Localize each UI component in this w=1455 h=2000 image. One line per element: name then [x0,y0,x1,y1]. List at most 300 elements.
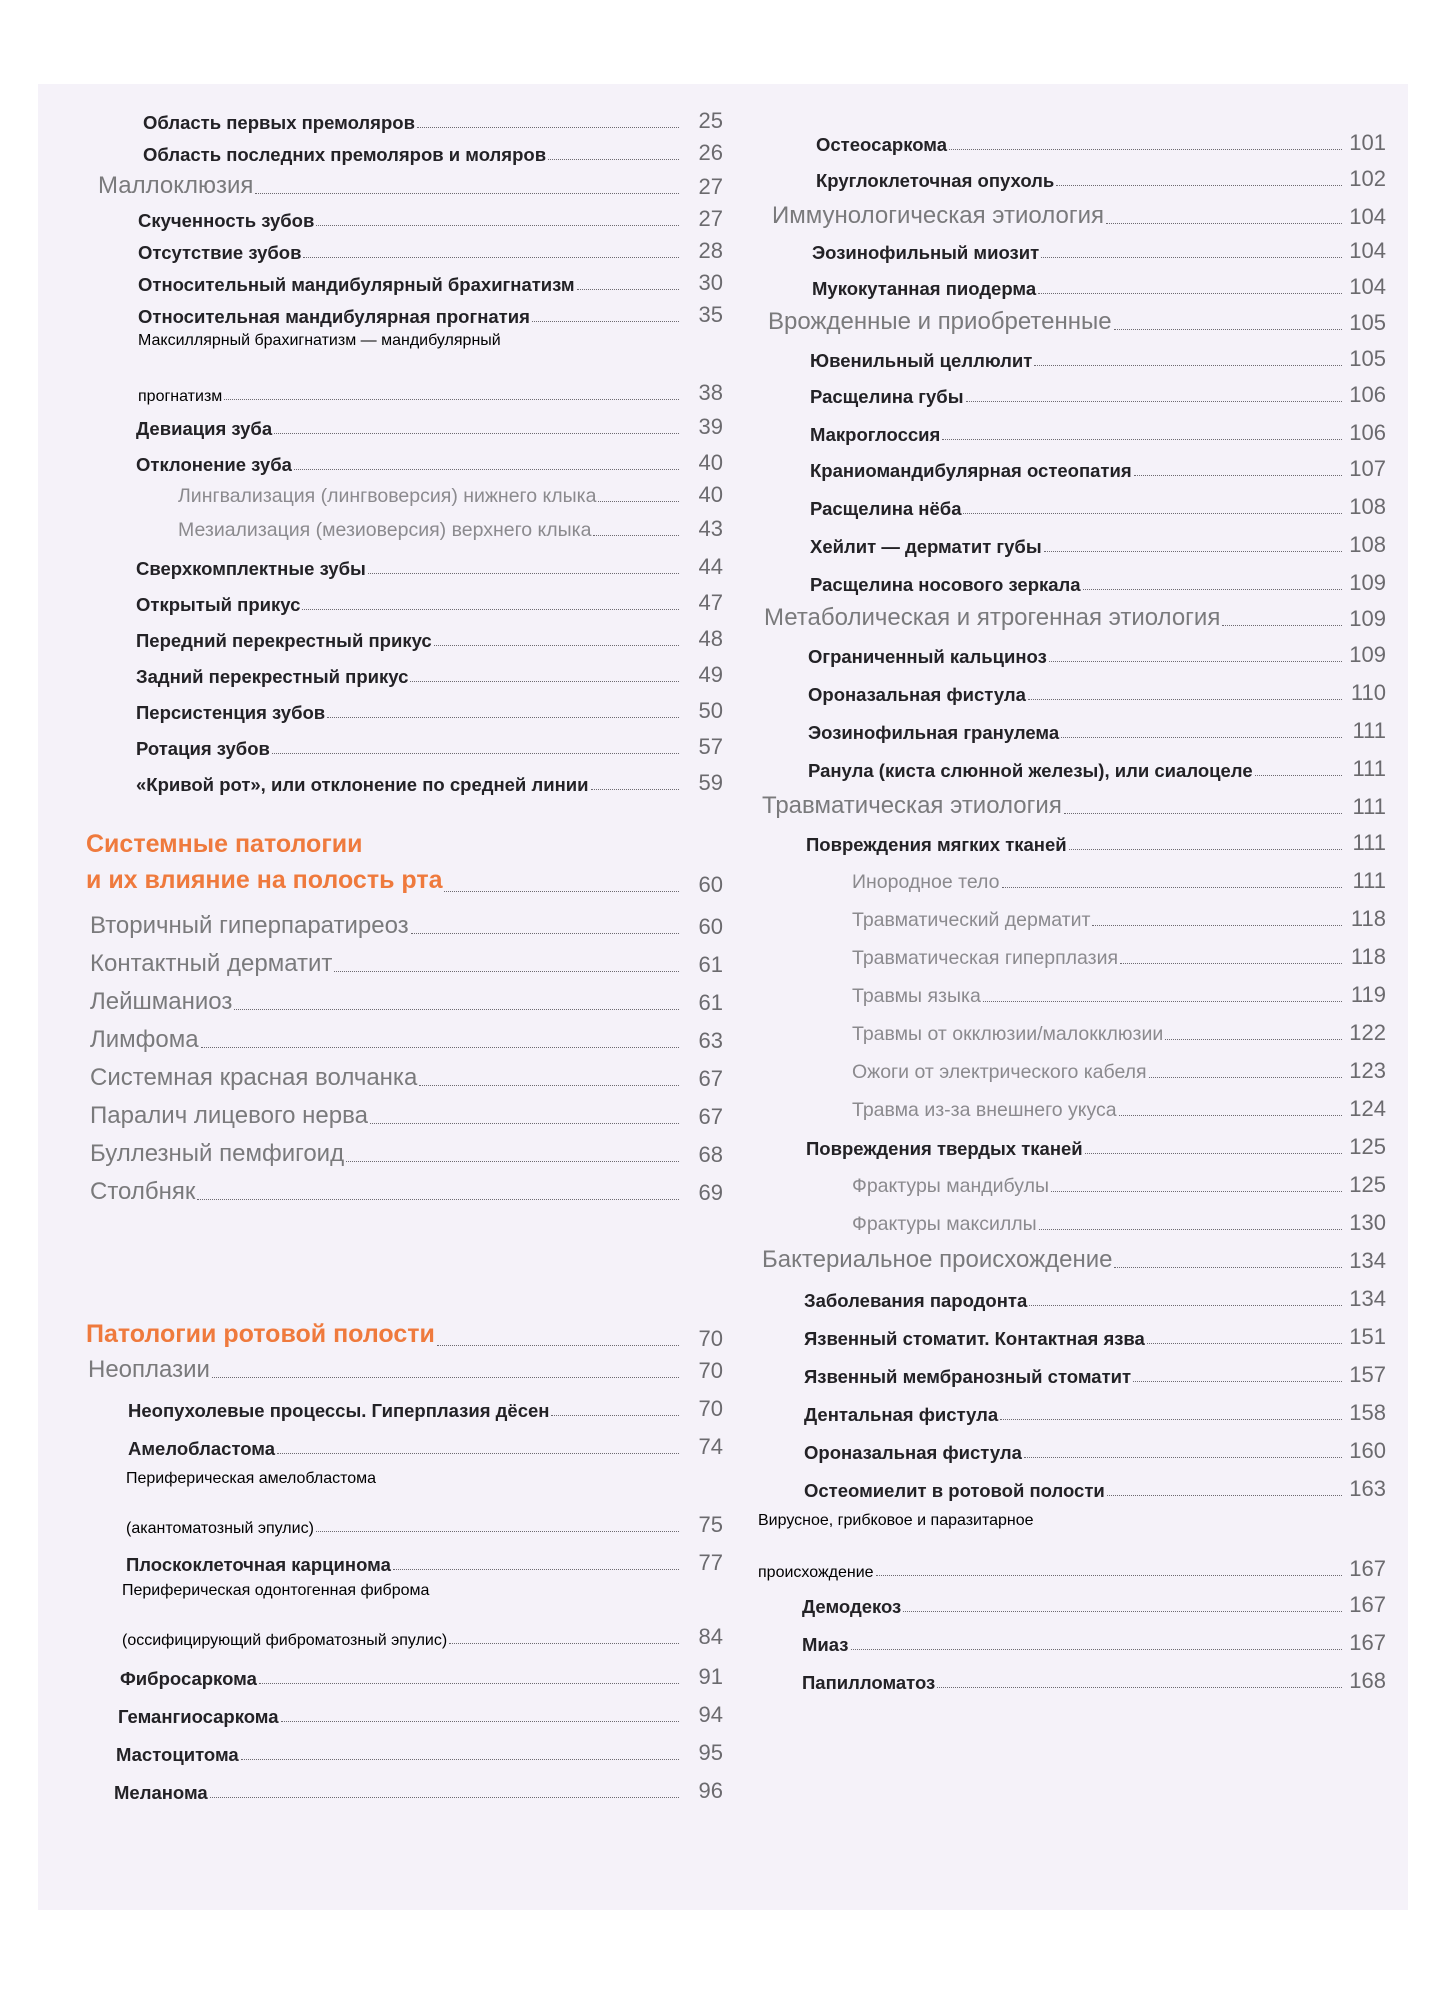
leader-dots [316,1531,679,1532]
leader-dots [949,149,1342,150]
toc-entry-title: Патологии ротовой полости [86,1320,435,1348]
leader-dots [241,1759,679,1760]
toc-page-number: 35 [698,302,723,327]
leader-dots [410,681,679,682]
toc-entry [758,1512,1386,1582]
leader-dots [1056,185,1342,186]
toc-page-number: 77 [698,1550,723,1575]
toc-entry-title: Остеомиелит в ротовой полости [804,1480,1105,1501]
toc-page-number: 111 [1352,794,1386,819]
leader-dots [277,1453,679,1454]
leader-dots [1061,737,1342,738]
toc-page-number: 122 [1349,1020,1386,1045]
toc-page-number: 125 [1349,1172,1386,1197]
toc-entry [852,864,1386,894]
leader-dots [294,469,679,470]
leader-dots [334,971,679,972]
toc-entry [136,446,723,476]
leader-dots [1083,589,1342,590]
leader-dots [272,753,679,754]
leader-dots [1119,1115,1342,1116]
toc-entry [136,410,723,440]
leader-dots [234,1009,679,1010]
toc-entry [764,598,1386,632]
toc-page-number: 74 [698,1434,723,1459]
toc-page-number: 68 [698,1142,723,1167]
toc-page-number: 111 [1352,868,1386,893]
leader-dots [1034,365,1342,366]
toc-page-number: 167 [1349,1592,1386,1617]
toc-entry [808,714,1386,744]
toc-entry-title: Системная красная волчанка [90,1064,418,1091]
toc-page-number: 27 [698,174,723,199]
toc-entry-title: Заболевания пародонта [804,1290,1028,1311]
leader-dots [1041,257,1342,258]
toc-entry [126,1470,723,1538]
leader-dots [598,501,679,502]
toc-entry-title: Сверхкомплектные зубы [136,558,366,579]
toc-page-number: 111 [1352,756,1386,781]
toc-page-number: 30 [698,270,723,295]
toc-entry [804,1472,1386,1502]
toc-page-number: 157 [1349,1362,1386,1387]
toc-entry-title: Ювенильный целлюлит [810,350,1033,371]
toc-entry-title: Контактный дерматит [90,950,333,977]
toc-page-number: 109 [1349,606,1386,631]
toc-entry [143,104,723,134]
leader-dots [1165,1039,1342,1040]
toc-entry-title: Язвенный стоматит. Контактная язва [804,1328,1145,1349]
leader-dots [255,193,679,194]
toc-entry [138,202,723,232]
toc-page-number: 47 [698,590,723,615]
toc-entry [816,162,1386,192]
toc-entry-title: Инородное тело [852,871,1000,893]
toc-entry-title: Круглоклеточная опухоль [816,170,1055,191]
toc-page-number: 109 [1349,570,1386,595]
leader-dots [370,1123,679,1124]
leader-dots [577,289,679,290]
toc-page-number: 61 [698,952,723,977]
toc-page-number: 94 [698,1702,723,1727]
toc-entry-title: Расщелина носового зеркала [810,574,1081,595]
toc-entry-title: Папилломатоз [802,1672,936,1693]
toc-entry-title: Мезиализация (мезиоверсия) верхнего клыка [178,519,592,541]
toc-entry [812,234,1386,264]
toc-page-number: 106 [1349,420,1386,445]
toc-entry-title: Лейшманиоз [90,988,233,1015]
toc-entry [138,332,723,406]
leader-dots [1147,1343,1342,1344]
leader-dots [1133,1381,1342,1382]
toc-entry [128,1430,723,1460]
toc-entry [810,416,1386,446]
toc-entry [810,528,1386,558]
toc-page-number: 134 [1349,1248,1386,1273]
toc-entry [90,906,723,940]
toc-entry [808,638,1386,668]
toc-entry [136,550,723,580]
toc-page-number: 28 [698,238,723,263]
toc-entry [114,1774,723,1804]
toc-entry-title: Повреждения мягких тканей [806,834,1067,855]
toc-entry [120,1660,723,1690]
toc-entry-title: Девиация зуба [136,418,273,439]
toc-page-number: 40 [698,450,723,475]
toc-entry-title: Плоскоклеточная карцинома [126,1554,391,1575]
toc-entry [852,1054,1386,1084]
toc-entry [762,1240,1386,1274]
toc-entry-title: Область первых премоляров [143,112,415,133]
toc-page-number: 151 [1349,1324,1386,1349]
toc-entry-title: Демодекоз [802,1596,902,1617]
toc-entry-title: Максиллярный брахигнатизм — мандибулярный прогнатизм [138,332,501,405]
toc-entry-title: Хейлит — дерматит губы [810,536,1042,557]
leader-dots [876,1575,1342,1576]
toc-entry-title: Мукокутанная пиодерма [812,278,1037,299]
leader-dots [1106,223,1342,224]
toc-entry-title: Столбняк [90,1178,196,1205]
toc-entry-title: Бактериальное происхождение [762,1246,1113,1273]
toc-entry [143,136,723,166]
toc-entry-title: Амелобластома [128,1438,276,1459]
toc-entry [852,1092,1386,1122]
toc-page-number: 167 [1349,1556,1386,1581]
toc-entry [810,490,1386,520]
toc-page-number: 96 [698,1778,723,1803]
toc-entry-title: Гемангиосаркома [118,1706,279,1727]
leader-dots [903,1611,1342,1612]
toc-entry [136,766,723,796]
leader-dots [368,573,679,574]
toc-page-number: 108 [1349,494,1386,519]
toc-entry [90,982,723,1016]
toc-page-number: 158 [1349,1400,1386,1425]
toc-entry [116,1736,723,1766]
toc-entry-title: Ожоги от электрического кабеля [852,1061,1147,1083]
toc-page-number: 107 [1349,456,1386,481]
toc-entry-title: Неопухолевые процессы. Гиперплазия дёсен [128,1400,550,1421]
toc-entry-title: Фрактуры максиллы [852,1213,1037,1235]
book-page [38,84,1408,1910]
toc-page-number: 106 [1349,382,1386,407]
toc-section-heading [86,822,723,898]
toc-entry-title: Относительный мандибулярный брахигнатизм [138,274,575,295]
leader-dots [1114,1267,1342,1268]
leader-dots [937,1687,1342,1688]
leader-dots [966,401,1342,402]
toc-page-number: 110 [1350,680,1386,705]
toc-entry-title: Задний перекрестный прикус [136,666,409,687]
toc-page-number: 26 [698,140,723,165]
leader-dots [1222,625,1342,626]
leader-dots [281,1721,679,1722]
leader-dots [1107,1495,1342,1496]
toc-entry [804,1434,1386,1464]
toc-entry-title: Расщелина нёба [810,498,962,519]
leader-dots [417,127,679,128]
leader-dots [197,1199,679,1200]
toc-page-number: 70 [698,1396,723,1421]
toc-entry-title: Миаз [802,1634,849,1655]
toc-entry [808,676,1386,706]
leader-dots [1038,293,1342,294]
toc-entry-title: Скученность зубов [138,210,315,231]
toc-entry-title: Системные патологии и их влияние на полость рта [86,830,443,894]
toc-entry-title: Относительная мандибулярная прогнатия [138,306,530,327]
toc-entry-title: Периферическая амелобластома (акантоматозный эпулис) [126,1470,377,1537]
toc-entry-title: Травмы языка [852,985,981,1007]
toc-entry-title: Ранула (киста слюнной железы), или сиалоцеле [808,760,1253,781]
leader-dots [1149,1077,1342,1078]
leader-dots [1134,475,1342,476]
toc-page-number: 25 [698,108,723,133]
toc-page-number: 105 [1349,310,1386,335]
toc-page-number: 102 [1349,166,1386,191]
leader-dots [316,225,679,226]
leader-dots [593,535,679,536]
toc-entry [810,452,1386,482]
toc-page-number: 39 [698,414,723,439]
toc-page-number: 67 [698,1104,723,1129]
toc-page-number: 125 [1349,1134,1386,1159]
toc-page-number: 119 [1350,982,1386,1007]
toc-entry [810,566,1386,596]
leader-dots [963,513,1342,514]
toc-entry-title: Область последних премоляров и моляров [143,144,547,165]
toc-page-number: 38 [698,380,723,405]
toc-entry [806,826,1386,856]
toc-entry-title: Травма из-за внешнего укуса [852,1099,1117,1121]
toc-entry [852,1206,1386,1236]
leader-dots [224,399,679,400]
toc-entry [138,298,723,328]
toc-entry [852,1168,1386,1198]
toc-entry-title: Фибросаркома [120,1668,257,1689]
toc-entry [90,944,723,978]
toc-page-number: 60 [698,872,723,897]
leader-dots [1051,1191,1342,1192]
leader-dots [1049,661,1342,662]
leader-dots [411,933,679,934]
toc-page-number: 124 [1349,1096,1386,1121]
toc-page-number: 104 [1349,204,1386,229]
toc-entry-title: Травматический дерматит [852,909,1091,931]
toc-entry [808,752,1386,782]
toc-entry-title: Травмы от окклюзии/малокклюзии [852,1023,1164,1045]
toc-entry [802,1588,1386,1618]
toc-entry-title: Отсутствие зубов [138,242,302,263]
toc-entry-title: Паралич лицевого нерва [90,1102,368,1129]
leader-dots [1002,887,1343,888]
leader-dots [1000,1419,1342,1420]
leader-dots [274,433,679,434]
toc-entry-title: Краниомандибулярная остеопатия [810,460,1132,481]
leader-dots [303,257,679,258]
toc-entry-title: Мастоцитома [116,1744,239,1765]
toc-entry [136,622,723,652]
toc-page-number: 40 [698,482,723,507]
toc-entry [804,1396,1386,1426]
toc-entry-title: Неоплазии [88,1356,210,1383]
toc-entry [852,940,1386,970]
toc-page-number: 75 [698,1512,723,1537]
toc-page-number: 118 [1350,944,1386,969]
toc-entry [852,978,1386,1008]
toc-entry [852,1016,1386,1046]
toc-entry-title: Врожденные и приобретенные [768,308,1112,335]
leader-dots [1044,551,1342,552]
toc-entry [138,234,723,264]
toc-entry-title: Вторичный гиперпаратиреоз [90,912,409,939]
leader-dots [983,1001,1342,1002]
leader-dots [449,1643,679,1644]
toc-page-number: 44 [698,554,723,579]
toc-entry [136,658,723,688]
leader-dots [1114,329,1342,330]
leader-dots [434,645,679,646]
toc-entry [122,1582,723,1650]
toc-entry-title: Травматическая гиперплазия [852,947,1119,969]
toc-entry [772,196,1386,230]
toc-entry [852,902,1386,932]
toc-page-number: 57 [698,734,723,759]
leader-dots [1024,1457,1342,1458]
toc-entry-title: Травматическая этиология [762,792,1062,819]
toc-entry-title: Расщелина губы [810,386,964,407]
toc-page-number: 111 [1352,718,1386,743]
toc-page-number: 168 [1349,1668,1386,1693]
toc-entry [98,168,723,200]
toc-entry [802,1664,1386,1694]
toc-page-number: 167 [1349,1630,1386,1655]
toc-page-number: 60 [698,914,723,939]
toc-entry-title: Дентальная фистула [804,1404,999,1425]
toc-entry-title: Ороназальная фистула [808,684,1026,705]
leader-dots [419,1085,679,1086]
toc-entry-title: Макроглоссия [810,424,941,445]
toc-entry [806,1130,1386,1160]
leader-dots [1120,963,1342,964]
leader-dots [1039,1229,1342,1230]
toc-page-number: 59 [698,770,723,795]
toc-page-number: 67 [698,1066,723,1091]
leader-dots [548,159,679,160]
toc-entry-title: Метаболическая и ятрогенная этиология [764,604,1221,631]
leader-dots [259,1683,679,1684]
toc-page-number: 49 [698,662,723,687]
toc-entry [810,342,1386,372]
toc-entry [762,786,1386,820]
toc-page-number: 91 [698,1664,723,1689]
toc-entry [136,694,723,724]
toc-page-number: 70 [698,1358,723,1383]
toc-entry-title: Вирусное, грибковое и паразитарное происхождение [758,1512,1034,1581]
leader-dots [1064,813,1342,814]
toc-entry [90,1096,723,1130]
leader-dots [1069,849,1342,850]
toc-page-number: 84 [698,1624,723,1649]
leader-dots [591,789,680,790]
toc-entry-title: Открытый прикус [136,594,301,615]
leader-dots [346,1161,679,1162]
toc-entry [804,1358,1386,1388]
toc-page-number: 101 [1349,130,1386,155]
toc-entry-title: Эозинофильная гранулема [808,722,1060,743]
leader-dots [851,1649,1343,1650]
toc-entry [88,1352,723,1384]
leader-dots [212,1377,679,1378]
toc-entry-title: Периферическая одонтогенная фиброма (оссифицирующий фиброматозный эпулис) [122,1582,448,1649]
toc-entry-title: Повреждения твердых тканей [806,1138,1083,1159]
leader-dots [437,1345,679,1346]
toc-entry-title: Ротация зубов [136,738,270,759]
toc-entry [804,1320,1386,1350]
toc-entry [118,1698,723,1728]
toc-entry-title: Лингвализация (лингвоверсия) нижнего клыка [178,485,597,507]
toc-entry-title: Фрактуры мандибулы [852,1175,1049,1197]
toc-page-number: 118 [1350,906,1386,931]
toc-page-number: 123 [1349,1058,1386,1083]
toc-entry [804,1282,1386,1312]
toc-page-number: 27 [698,206,723,231]
toc-page-number: 109 [1349,642,1386,667]
toc-entry [138,266,723,296]
toc-entry [126,1546,723,1576]
toc-entry-title: Иммунологическая этиология [772,202,1104,229]
toc-page-number: 95 [698,1740,723,1765]
leader-dots [327,717,679,718]
toc-entry-title: Эозинофильный миозит [812,242,1040,263]
toc-page-number: 160 [1349,1438,1386,1463]
toc-entry-title: Отклонение зуба [136,454,292,475]
leader-dots [1092,925,1342,926]
toc-entry [90,1020,723,1054]
toc-entry [802,1626,1386,1656]
toc-entry-title: Язвенный мембранозный стоматит [804,1366,1132,1387]
toc-entry [810,378,1386,408]
toc-page-number: 105 [1349,346,1386,371]
toc-entry [136,730,723,760]
leader-dots [1085,1153,1342,1154]
toc-page-number: 70 [698,1326,723,1351]
toc-page-number: 130 [1349,1210,1386,1235]
toc-entry-title: Остеосаркома [816,134,947,155]
toc-page-number: 163 [1349,1476,1386,1501]
toc-page-number: 63 [698,1028,723,1053]
toc-entry [768,302,1386,336]
toc-entry [90,1172,723,1206]
toc-entry-title: Маллоклюзия [98,172,254,199]
toc-page-number: 43 [698,516,723,541]
toc-entry [178,478,723,508]
toc-page-number: 104 [1349,274,1386,299]
toc-entry [128,1392,723,1422]
toc-page-number: 104 [1349,238,1386,263]
leader-dots [1255,775,1342,776]
toc-entry [178,512,723,542]
toc-section-heading [86,1312,723,1352]
toc-page-number: 61 [698,990,723,1015]
toc-entry [90,1058,723,1092]
leader-dots [1028,699,1342,700]
toc-entry [812,270,1386,300]
leader-dots [302,609,679,610]
toc-page-number: 69 [698,1180,723,1205]
toc-page-number: 108 [1349,532,1386,557]
toc-entry [90,1134,723,1168]
leader-dots [201,1047,679,1048]
